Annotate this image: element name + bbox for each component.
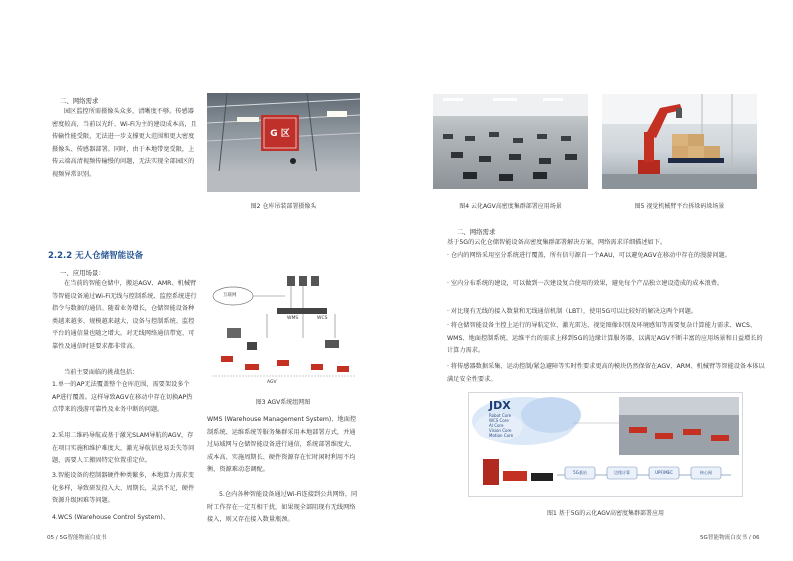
network-bullet-3: · 对比现有无线的接入数量和无线通信机制（LBT），使用5G可以比较好的解决这两个问题。 xyxy=(447,308,697,315)
agv-network-diagram xyxy=(207,268,359,393)
agv-cluster-illustration xyxy=(433,94,588,189)
challenge-item-4: 4.WCS (Warehouse Control System)、 xyxy=(52,514,170,521)
network-bullet-5: · 将传感器数据采集、运动控制/紧急避障等实时性要求更高的模块仍然保留在AGV、ARM、机械臂等智能设备本体以满足安全性要求。 xyxy=(447,363,765,383)
core-item: Vision Core xyxy=(489,428,512,433)
challenge-item-2: 2.采用二维码导航或基于激光SLAM导航的AGV，存在项目实施和维护难度大，激光导航信息易丢失等问题，需要人工搬固特定位置重定位。 xyxy=(52,432,195,465)
diagram-label-wms: WMS xyxy=(287,316,299,321)
warehouse-ceiling-photo xyxy=(207,93,360,192)
zone-sign-text: G 区 xyxy=(270,129,290,139)
challenge-item-1: 1.单一的AP无法覆盖整个仓库范围，需要架设多个AP进行覆盖。这样导致AGV在移动中存在切换AP热点带来的漫游可靠性及业务中断的问题。 xyxy=(52,381,193,414)
node-label: 核心网 xyxy=(700,470,712,475)
agv-cluster-photo xyxy=(433,94,588,189)
robotic-arm-photo xyxy=(602,94,757,189)
network-bullet-4: · 将仓储智能设备主控上运行的导航定位、激光雷达、视觉图像识别及环境感知等需要复杂计算能力需求、WCS、WMS、地面控制系统、运维平台的需求上移到5G的边缘计算服务器，以满足AGV不断丰富的应用场景和日益增长的计算力需求。 xyxy=(447,322,763,355)
core-item: AI Core xyxy=(489,423,504,428)
app-scenario-heading: 一、应用场景： xyxy=(60,269,105,277)
right-network-intro: 基于5G的云化仓储智能设备高密度集群部署解决方案，网络需求详细描述如下。 xyxy=(447,239,667,246)
left-footer: 05 / 5G智能物流白皮书 xyxy=(47,535,107,541)
core-item: Motion Core xyxy=(489,433,514,438)
right-network-heading: 二、网络需求 xyxy=(457,228,496,236)
section-title: 2.2.2 无人仓储智能设备 xyxy=(48,251,144,261)
robotic-arm-illustration xyxy=(602,94,757,189)
left-network-paragraph: 园区监控所需摄像头众多，清晰度不够。传感器密度较高，当前以光纤、Wi-Fi为主的建设成本高，且传输性能受限，无法进一步支撑更大范围和更大密度摄像头、传感器部署。同时，由于本地带宽受限，上传云端高清视频传输慢的问题，无法实现全部园区的视频异常识别。 xyxy=(52,108,197,178)
challenge-item-5: 5.仓内各种智能设备通过Wi-Fi连接到公共网络，同时工作存在一定互相干扰，如果现全部阻现有无线网络接入，则又存在接入数量瓶颈。 xyxy=(207,491,358,524)
figure4-caption: 图4 云化AGV高密度集群部署应用场景 xyxy=(459,203,562,210)
challenge-intro: 当前主要面临的挑战包括： xyxy=(64,369,139,376)
core-item: WCS Core xyxy=(489,418,509,423)
system-deployment-paragraph: WMS (Warehouse Management System)、地面控制系统、运维系统等服务集群采用本地部署方式，并通过局域网与仓储智能设备进行通信，系统部署维度大、成本高、实施周期长、硬件资源存在忙时闲时利用不均衡，资源难动态调配。 xyxy=(207,416,357,474)
agv-network-illustration xyxy=(207,268,359,393)
right-footer: 5G智能物流白皮书 / 06 xyxy=(700,535,760,541)
ceiling-illustration xyxy=(207,93,360,192)
network-bullet-1: · 仓内的网络采用室分系统进行覆盖，所有信号源自一个AAU，可以避免AGV在移动中存在的漫游问题。 xyxy=(447,252,731,259)
figure3-caption: 图3 AGV系统组网图 xyxy=(255,399,311,406)
node-label: UPF/MEC xyxy=(655,470,673,475)
node-label: 边缘计算 xyxy=(614,470,630,475)
core-list xyxy=(489,413,513,438)
left-network-heading: 二、网络需求 xyxy=(60,97,99,105)
figure2-caption: 图2 仓库吊装部署摄像头 xyxy=(250,203,317,210)
node-label: 5G基站 xyxy=(573,470,587,475)
network-bullet-2: · 室内分布系统的建设，可以做到一次建设复合使用的效果，避免每个产品独立建设造成的成本浪费。 xyxy=(447,280,724,287)
diagram-label-internet: 互联网 xyxy=(223,293,237,298)
app-scenario-paragraph: 在当前的智能仓储中，搬运AGV、AMR、机械臂等智能设备通过Wi-Fi无线与控制系统、监控系统进行指令与数据的通信。随着业务增长，仓储智能设备种类越来越多、规模越来越大，设备与控制系统、监控平台的通信量也随之增大。对无线网络通信带宽、可靠性及通信时延要求都非常高。 xyxy=(52,280,197,350)
core-item: Robot Core xyxy=(489,413,512,418)
figure5-caption: 图5 视觉机械臂平台拆垛码垛场景 xyxy=(634,203,725,210)
jdx-logo: JDX xyxy=(489,399,511,412)
cloud-agv-deployment-diagram xyxy=(468,392,743,497)
figure1-caption: 图1 基于5G的云化AGV高密度集群部署应用 xyxy=(547,510,664,517)
challenge-item-3: 3.智能设备的控制器硬件种类繁多，本地算力需求变化多样，导致研发投入大、周期长，灵活不足，硬件资源升级困难等问题。 xyxy=(52,472,195,505)
diagram-label-wcs: WCS xyxy=(317,316,328,321)
diagram-label-agv: AGV xyxy=(267,380,277,385)
